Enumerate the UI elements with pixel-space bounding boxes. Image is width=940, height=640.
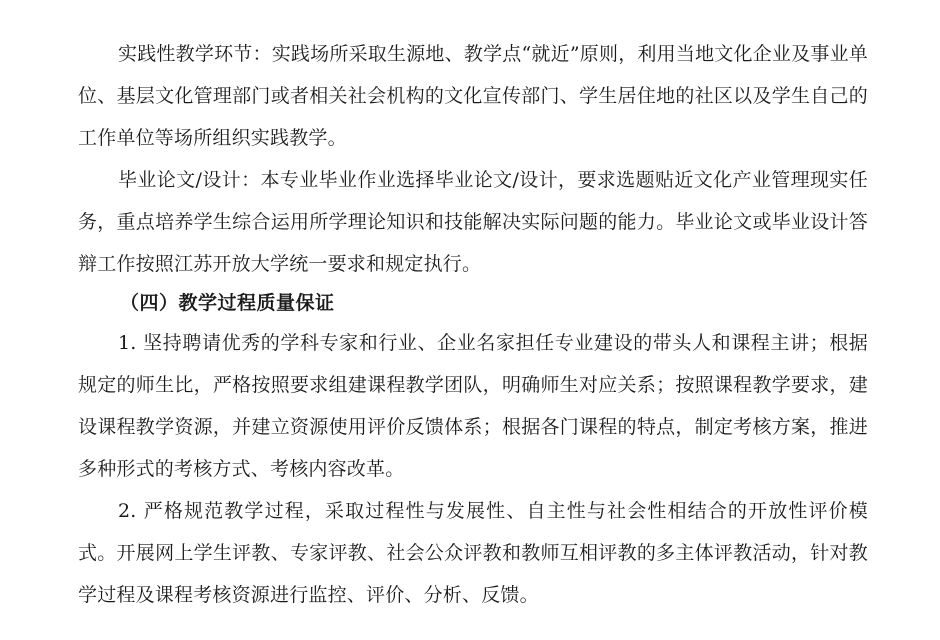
section-heading: （四）教学过程质量保证 [120,292,335,314]
numbered-item-2: 2. 严格规范教学过程，采取过程性与发展性、自主性与社会性相结合的开放性评价模式。开展网上学生评教、专家评教、社会公众评教和教师互相评教的多主体评教活动，针对教学过程及课程考核资源进行监控、评价、分析、反馈。 [78,500,868,606]
graduation-thesis-paragraph: 毕业论文/设计：本专业毕业作业选择毕业论文/设计，要求选题贴近文化产业管理现实任务，重点培养学生综合运用所学理论知识和技能解决实际问题的能力。毕业论文或毕业设计答辩工作按照江苏开放大学统一要求和规定执行。 [78,169,868,275]
practice-teaching-paragraph: 实践性教学环节：实践场所采取生源地、教学点“就近”原则，利用当地文化企业及事业单位、基层文化管理部门或者相关社会机构的文化宣传部门、学生居住地的社区以及学生自己的工作单位等场所组织实践教学。 [78,43,868,149]
numbered-item-1: 1. 坚持聘请优秀的学科专家和行业、企业名家担任专业建设的带头人和课程主讲；根据规定的师生比，严格按照要求组建课程教学团队，明确师生对应关系；按照课程教学要求，建设课程教学资源，并建立资源使用评价反馈体系；根据各门课程的特点，制定考核方案，推进多种形式的考核方式、考核内容改革。 [78,332,868,480]
